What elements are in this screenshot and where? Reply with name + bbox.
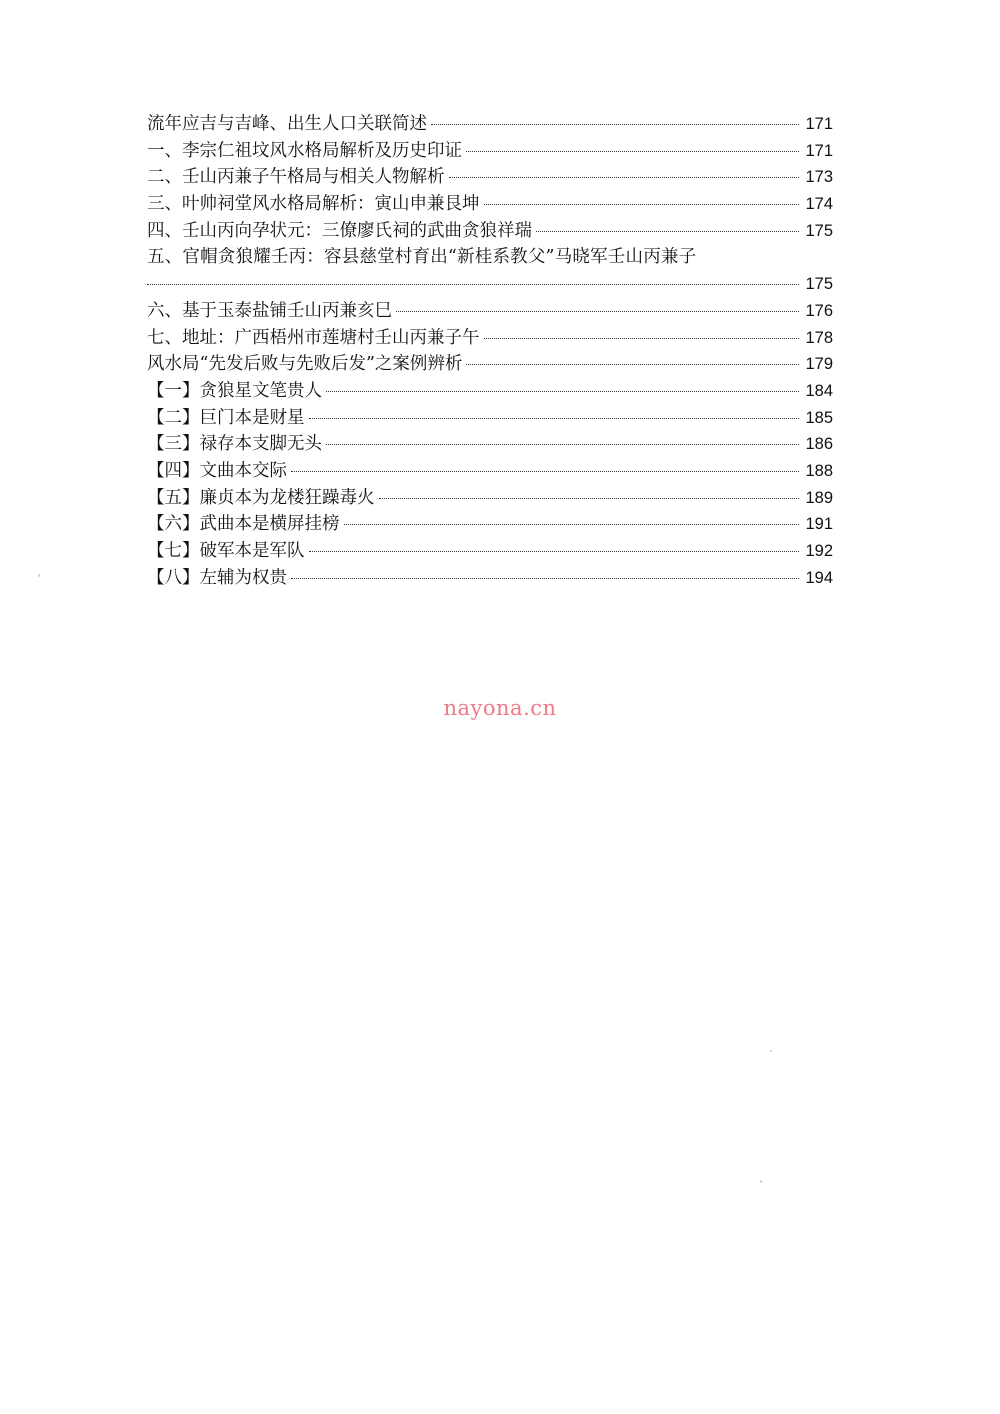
toc-entry-title: 【五】廉贞本为龙楼狂躁毒火 bbox=[147, 487, 375, 508]
toc-entry-wrapped-second-line[interactable] bbox=[147, 271, 833, 298]
toc-entry-title: 三、叶帅祠堂风水格局解析：寅山申兼艮坤 bbox=[147, 194, 480, 215]
toc-entry-page: 171 bbox=[805, 115, 833, 133]
toc-entry-page: 173 bbox=[805, 168, 833, 187]
toc-entry-page: 184 bbox=[805, 381, 833, 400]
toc-entry[interactable] bbox=[147, 538, 833, 565]
toc-entry[interactable] bbox=[147, 485, 833, 512]
dot-leader bbox=[536, 231, 799, 232]
toc-entry-page: 189 bbox=[805, 488, 833, 507]
toc-entry-page: 176 bbox=[805, 301, 833, 320]
toc-entry-title: 七、地址：广西梧州市莲塘村壬山丙兼子午 bbox=[147, 327, 480, 348]
dot-leader bbox=[344, 524, 800, 525]
dot-leader bbox=[147, 284, 799, 285]
toc-entry[interactable] bbox=[147, 191, 833, 218]
toc-entry-page: 186 bbox=[805, 435, 833, 454]
toc-entry-page: 194 bbox=[805, 568, 833, 587]
toc-entry-page: 178 bbox=[805, 328, 833, 347]
toc-entry[interactable] bbox=[147, 298, 833, 325]
dot-leader bbox=[291, 471, 799, 472]
dot-leader bbox=[466, 151, 799, 152]
toc-entry-title: 【七】破军本是军队 bbox=[147, 541, 305, 561]
toc-entry-page: 185 bbox=[805, 408, 833, 427]
toc-entry-page: 188 bbox=[805, 461, 833, 480]
dot-leader bbox=[431, 124, 799, 125]
dot-leader bbox=[326, 444, 799, 445]
toc-entry-title: 【四】文曲本交际 bbox=[147, 460, 287, 481]
toc-entry[interactable] bbox=[147, 164, 833, 191]
toc-entry-wrapped-first-line[interactable] bbox=[147, 244, 833, 271]
toc-entry[interactable] bbox=[147, 511, 833, 538]
toc-entry[interactable] bbox=[147, 405, 833, 432]
toc-entry[interactable] bbox=[147, 431, 833, 458]
toc-entry[interactable] bbox=[147, 378, 833, 405]
scan-speck bbox=[38, 574, 40, 577]
toc-entry[interactable] bbox=[147, 218, 833, 245]
toc-entry-title: 二、壬山丙兼子午格局与相关人物解析 bbox=[147, 167, 445, 188]
table-of-contents bbox=[147, 111, 833, 591]
toc-entry-title: 四、壬山丙向孕状元：三僚廖氏祠的武曲贪狼祥瑞 bbox=[147, 220, 532, 241]
toc-entry-title: 【一】贪狼星文笔贵人 bbox=[147, 380, 322, 401]
toc-entry-page: 175 bbox=[805, 275, 833, 294]
toc-entry-title: 一、李宗仁祖坟风水格局解析及历史印证 bbox=[147, 140, 462, 161]
scan-speck bbox=[770, 1050, 772, 1052]
toc-entry[interactable] bbox=[147, 111, 833, 138]
toc-entry[interactable] bbox=[147, 325, 833, 352]
toc-entry-page: 191 bbox=[805, 515, 833, 534]
watermark-text: nayona.cn bbox=[443, 696, 557, 720]
toc-entry[interactable] bbox=[147, 458, 833, 485]
toc-entry-title: 【六】武曲本是横屏挂榜 bbox=[147, 514, 340, 535]
toc-entry-title: 【二】巨门本是财星 bbox=[147, 407, 305, 428]
toc-entry-page: 174 bbox=[805, 195, 833, 214]
toc-entry-title: 流年应吉与吉峰、出生人口关联简述 bbox=[147, 114, 427, 134]
dot-leader bbox=[484, 338, 800, 339]
dot-leader bbox=[326, 391, 799, 392]
toc-entry-title: 五、官帽贪狼耀壬丙：容县慈堂村育出“新桂系教父”马晓军壬山丙兼子 bbox=[147, 247, 697, 268]
dot-leader bbox=[309, 551, 800, 552]
dot-leader bbox=[449, 177, 800, 178]
dot-leader bbox=[309, 418, 800, 419]
toc-entry[interactable] bbox=[147, 138, 833, 165]
toc-entry-page: 175 bbox=[805, 221, 833, 240]
toc-entry[interactable] bbox=[147, 351, 833, 378]
toc-entry-page: 192 bbox=[805, 542, 833, 560]
toc-entry-title: 【三】禄存本支脚无头 bbox=[147, 434, 322, 455]
dot-leader bbox=[466, 364, 799, 365]
toc-entry-title: 六、基于玉泰盐铺壬山丙兼亥巳 bbox=[147, 300, 392, 321]
dot-leader bbox=[291, 578, 799, 579]
dot-leader bbox=[484, 204, 800, 205]
dot-leader bbox=[379, 498, 800, 499]
toc-entry[interactable] bbox=[147, 565, 833, 592]
scan-speck bbox=[760, 1180, 762, 1183]
toc-entry-title: 【八】左辅为权贵 bbox=[147, 567, 287, 588]
toc-entry-page: 171 bbox=[805, 141, 833, 160]
dot-leader bbox=[396, 311, 799, 312]
toc-entry-page: 179 bbox=[805, 355, 833, 374]
toc-entry-title: 风水局“先发后败与先败后发”之案例辨析 bbox=[147, 354, 463, 375]
